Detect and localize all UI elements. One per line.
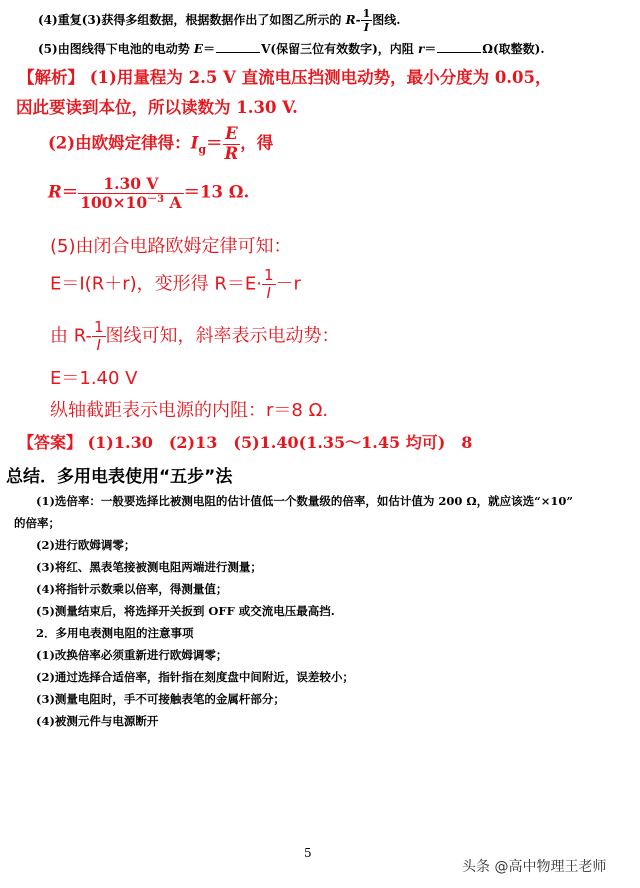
summary-section-2-item-3 <box>36 691 285 707</box>
analysis-r-den-exp: －3 <box>147 193 165 205</box>
summary-title <box>6 462 232 487</box>
q4-frac-num: 1 <box>362 7 371 20</box>
analysis-ig: I <box>190 133 199 153</box>
analysis-p5-line3-a: 由 R- <box>50 325 92 347</box>
page-number: 5 <box>304 846 312 860</box>
answer-tag: 【答案】 <box>18 433 83 452</box>
q5-eq-2: ＝ <box>424 42 437 56</box>
question-5-line <box>38 40 545 57</box>
analysis-p2-prefix: (2)由欧姆定律得： <box>48 133 191 153</box>
q5-eq: ＝ <box>203 42 216 56</box>
analysis-line-1 <box>18 64 552 88</box>
summary-item-1-line-1 <box>36 493 573 509</box>
answer-text: (1)1.30 (2)13 (5)1.40(1.35～1.45 均可) 8 <box>87 433 473 452</box>
analysis-p5-line2 <box>50 268 301 301</box>
summary-item-4 <box>36 581 227 597</box>
analysis-p5-line3-frac <box>92 320 106 353</box>
summary-sec2-item1-text: (1)改换倍率必须重新进行欧姆调零； <box>36 648 228 662</box>
analysis-p1-line1: (1)用量程为 2.5 V 直流电压挡测电动势，最小分度为 0.05， <box>89 68 552 87</box>
analysis-p2-den: R <box>224 143 239 163</box>
analysis-r-den-a: 100×10 <box>80 192 148 212</box>
analysis-r-calc <box>48 176 249 210</box>
analysis-p5-line4 <box>50 364 138 390</box>
analysis-p5-line5-text: 纵轴截距表示电源的内阻：r＝8 Ω. <box>50 400 329 421</box>
q5-blank-r <box>437 42 481 53</box>
analysis-p5-line2-a: E＝I(R＋r)，变形得 R＝E· <box>50 273 262 295</box>
analysis-p1-line2: 因此要读到本位，所以读数为 1.30 V. <box>16 98 298 117</box>
summary-section-2-item-1 <box>36 647 227 663</box>
analysis-r-result: ＝13 Ω. <box>183 182 250 202</box>
answer-line <box>18 430 472 453</box>
analysis-line-2 <box>16 94 298 118</box>
summary-sec2-item4-text: (4)被测元件与电源断开 <box>36 714 159 728</box>
q4-prefix: (4)重复(3)获得多组数据，根据数据作出了如图乙所示的 <box>38 13 342 27</box>
summary-sec2-item3-text: (3)测量电阻时，手不可接触表笔的金属杆部分； <box>36 692 285 706</box>
analysis-p5-line1 <box>50 232 292 258</box>
analysis-r-var: R <box>48 182 62 202</box>
q5-var-r: r <box>417 42 425 56</box>
analysis-r-den-b: A <box>164 192 182 212</box>
summary-item-5 <box>36 603 335 619</box>
analysis-p2-eq: ＝ <box>206 133 223 153</box>
analysis-r-eq: ＝ <box>61 182 79 202</box>
summary-section-2-item-2 <box>36 669 354 685</box>
q4-frac-den-text: I <box>363 21 369 34</box>
analysis-tag: 【解析】 <box>18 68 84 87</box>
analysis-r-den <box>78 194 183 211</box>
summary-item4-text: (4)将指针示数乘以倍率，得测量值； <box>36 582 228 596</box>
summary-item1-line1-text: (1)选倍率：一般要选择比被测电阻的估计值低一个数量级的倍率，如估计值为 200 Ω，就应该选“×10” <box>36 494 573 508</box>
watermark: 头条 @高中物理王老师 <box>462 859 607 875</box>
analysis-p5-line3-den: I <box>96 336 101 354</box>
analysis-ig-sub: g <box>198 142 207 156</box>
analysis-p2-num: E <box>225 124 238 143</box>
q4-suffix: 图线. <box>372 13 401 27</box>
q4-dash: - <box>355 13 361 27</box>
analysis-p5-line5 <box>50 396 328 422</box>
q4-frac-den <box>361 21 373 33</box>
summary-item-2 <box>36 537 135 553</box>
analysis-r-num: 1.30 V <box>78 176 183 194</box>
q5-unit-ohm: Ω(取整数). <box>482 42 545 56</box>
summary-item2-text: (2)进行欧姆调零； <box>36 538 136 552</box>
analysis-p5-line3-num: 1 <box>94 318 104 336</box>
q5-prefix: (5)由图线得下电池的电动势 <box>38 42 190 56</box>
summary-sec2-item2-text: (2)通过选择合适倍率，指针指在刻度盘中间附近，误差较小； <box>36 670 354 684</box>
analysis-p5-line1-text: (5)由闭合电路欧姆定律可知： <box>50 236 292 257</box>
summary-item-1-line-2 <box>14 515 60 531</box>
summary-item3-text: (3)将红、黑表笔接被测电阻两端进行测量； <box>36 560 262 574</box>
analysis-p5-line2-frac <box>262 268 276 301</box>
summary-sec2-title-text: 2．多用电表测电阻的注意事项 <box>36 626 194 640</box>
analysis-p5-line2-den: I <box>266 284 271 302</box>
summary-item5-text: (5)测量结束后，将选择开关扳到 OFF 或交流电压最高挡. <box>36 604 335 618</box>
analysis-e-over-r <box>223 126 241 162</box>
question-4-line <box>38 8 400 33</box>
summary-section-2-item-4 <box>36 713 158 729</box>
analysis-p5-line3-b: 图线可知，斜率表示电动势： <box>105 325 340 347</box>
analysis-ohm-line <box>48 126 273 162</box>
q5-blank-e <box>216 42 260 53</box>
analysis-p5-line2-b: －r <box>275 273 301 295</box>
q4-fraction <box>361 8 373 33</box>
summary-title-text: 总结．多用电表使用“五步”法 <box>6 467 233 487</box>
q5-unit-v: V(保留三位有效数字)，内阻 <box>261 42 414 56</box>
summary-section-2-title <box>36 625 194 641</box>
summary-item-3 <box>36 559 262 575</box>
q5-var-e: E <box>193 42 204 56</box>
analysis-p5-line3 <box>50 320 340 353</box>
summary-item1-line2-text: 的倍率； <box>14 516 60 530</box>
analysis-r-fraction <box>78 176 183 210</box>
analysis-p5-line2-num: 1 <box>263 266 274 284</box>
analysis-p2-suffix: ，得 <box>240 133 274 153</box>
analysis-p5-line4-text: E＝1.40 V <box>50 368 138 389</box>
q4-var-r: R <box>345 13 356 27</box>
